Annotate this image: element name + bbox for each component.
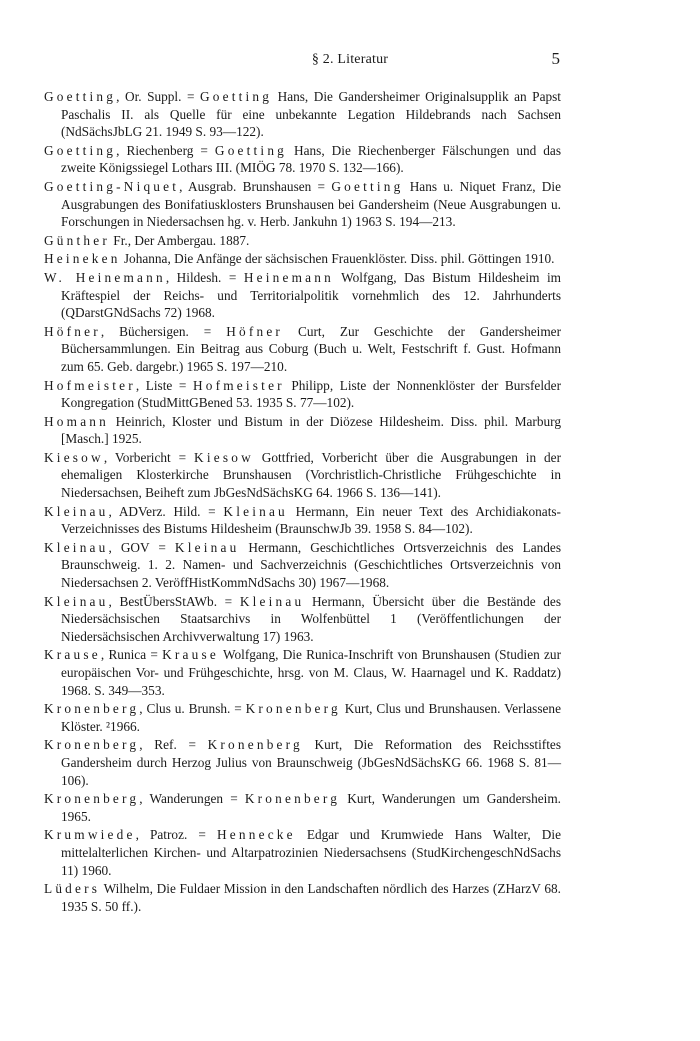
entry-author: Heinemann — [243, 269, 334, 285]
entry-short-title: , Clus u. Brunsh. = — [139, 701, 246, 717]
entry-key: Krause — [44, 647, 101, 663]
entry-key: Goetting — [44, 142, 117, 158]
entry-author: Kronenberg — [207, 737, 303, 753]
entry-body: Hans, Die Riechenberger Fälschungen und das zweite Königssiegel Lothars III. (MIÖG 78. 1970 S. 132—166). — [61, 142, 561, 176]
entry-body: Hans u. Niquet Franz, Die Ausgrabungen des Bonifatiusklosters Brunshausen bei Gandersheim (Neue Ausgrabungen u. Forschungen in Niedersachsen hg. v. Herb. Jankuhn 1) 1963 S. 194—213. — [61, 178, 561, 230]
entry-key: Kiesow — [44, 449, 104, 465]
bibliography-entry — [44, 539, 561, 592]
entry-short-title: , Liste = — [135, 377, 193, 393]
entry-short-title: , Vorbericht = — [103, 449, 195, 465]
entry-body: Wolfgang, Die Runica-Inschrift von Brunshausen (Studien zur europäischen Vor- und Frühgeschichte, hrsg. von M. Claus, W. Haarnagel und K. Raddatz) 1968. S. 349—353. — [61, 647, 561, 698]
bibliography-entry — [44, 503, 561, 538]
entry-short-title: Wilhelm, Die Fuldaer Mission in den Landschaften nördlich des Harzes (ZHarzV 68. 1935 S. 50 ff.). — [61, 881, 561, 914]
entry-key: Hofmeister — [44, 377, 136, 393]
entry-body: Kurt, Die Reformation des Reichsstiftes Gandersheim durch Herzog Julius von Braunschweig (JbGesNdSächsKG 66. 1968 S. 81—106). — [61, 737, 561, 788]
entry-author: Kleinau — [223, 503, 288, 519]
entry-author: Goetting — [214, 142, 288, 158]
bibliography-entry — [44, 736, 561, 789]
entry-author: Kronenberg — [244, 791, 341, 807]
entry-key: Lüders — [44, 881, 101, 897]
bibliography-entry — [44, 449, 561, 502]
entry-key: Kronenberg — [44, 791, 140, 807]
bibliography-entry — [44, 413, 561, 448]
entry-author: Hofmeister — [192, 377, 285, 393]
entry-short-title: , Büchersigen. = — [100, 323, 227, 339]
entry-body: Gottfried, Vorbericht über die Ausgrabungen in der ehemaligen Klosterkirche Brunshausen (Vorchristlich-Christliche Frühgeschichte in Niedersachsen, Beiheft zum JbGesNdSächsKG 64. 1966 S. 136—141). — [61, 449, 562, 501]
entry-short-title: , Riechenberg = — [116, 142, 215, 158]
entry-body: Hermann, Ein neuer Text des Archidiakonats-Verzeichnisses des Bistums Hildesheim (BraunschwJb 39. 1958 S. 84—102). — [61, 503, 561, 537]
bibliography-list — [44, 88, 561, 916]
bibliography-entry — [44, 593, 561, 646]
entry-key: Günther — [44, 232, 110, 248]
entry-author: Krause — [162, 647, 219, 663]
entry-body: Philipp, Liste der Nonnenklöster der Bursfelder Kongregation (StudMittGBened 53. 1935 S. 77—102). — [61, 377, 561, 411]
bibliography-entry — [44, 250, 561, 268]
entry-author: Goetting — [331, 178, 404, 194]
bibliography-entry — [44, 377, 561, 412]
entry-author: Hennecke — [217, 827, 296, 843]
entry-body: Hans, Die Gandersheimer Originalsupplik an Papst Paschalis II. als Quelle für eine unbekannte Legation Hildebrands nach Sachsen (NdSächsJbLG 21. 1949 S. 93—122). — [61, 89, 561, 140]
entry-key: W. Heinemann — [44, 269, 166, 285]
bibliography-entry — [44, 646, 561, 699]
bibliography-entry — [44, 790, 561, 825]
entry-body: Curt, Zur Geschichte der Gandersheimer Büchersammlungen. Ein Beitrag aus Coburg (Buch u. Welt, Festschrift f. Gust. Hofmann zum 65. Geb. dargebr.) 1965 S. 197—210. — [61, 323, 561, 374]
bibliography-entry — [44, 323, 561, 376]
entry-body: Wolfgang, Das Bistum Hildesheim im Kräftespiel der Reichs- und Territorialpolitik vornehmlich des 12. Jahrhunderts (QDarstGNdSachs 72) 1968. — [61, 269, 561, 321]
entry-short-title: , Wanderungen = — [139, 791, 245, 807]
entry-body: Hermann, Übersicht über die Bestände des Niedersächsischen Staatsarchivs in Wolfenbüttel 1 (Veröffentlichungen der Niedersächsischen Archivverwaltung 17) 1963. — [61, 593, 562, 644]
bibliography-entry — [44, 178, 561, 231]
entry-body: Edgar und Krumwiede Hans Walter, Die mittelalterlichen Kirchen- und Altarpatrozinien Niedersachsens (StudKirchengeschNdSachs 11) 1960. — [61, 827, 562, 878]
entry-body: Kurt, Wanderungen um Gandersheim. 1965. — [61, 791, 561, 824]
entry-short-title: , BestÜbersStAWb. = — [108, 593, 240, 609]
entry-short-title: , Ausgrab. Brunshausen = — [179, 178, 332, 194]
bibliography-entry — [44, 700, 561, 735]
entry-body: Hermann, Geschichtliches Ortsverzeichnis des Landes Braunschweig. 1. 2. Namen- und Sachverzeichnis (Geschichtliches Ortsverzeichnis von Niedersachsen 2. VeröffHistKommNdSachs 30) 1967—1968. — [61, 539, 561, 591]
entry-short-title: Heinrich, Kloster und Bistum in der Diözese Hildesheim. Diss. phil. Marburg [Masch.] 1925. — [61, 413, 561, 447]
entry-key: Goetting — [44, 89, 117, 104]
bibliography-entry — [44, 142, 561, 177]
entry-key: Kleinau — [44, 593, 109, 609]
bibliography-entry — [44, 826, 561, 879]
entry-body: Kurt, Clus und Brunshausen. Verlassene Klöster. ²1966. — [61, 701, 561, 734]
entry-key: Heineken — [44, 251, 121, 267]
entry-key: Kronenberg — [44, 737, 140, 753]
entry-short-title: , Hildesh. = — [165, 269, 244, 285]
entry-short-title: , Patroz. = — [135, 827, 217, 843]
entry-author: Kleinau — [239, 593, 305, 609]
entry-key: Kleinau — [44, 539, 109, 555]
entry-short-title: Fr., Der Ambergau. 1887. — [109, 232, 250, 248]
running-title: § 2. Literatur — [311, 52, 389, 67]
bibliography-entry — [44, 232, 561, 250]
page-number: 5 — [551, 49, 560, 68]
entry-author: Kleinau — [174, 539, 240, 555]
entry-key: Krumwiede — [44, 827, 136, 843]
bibliography-entry — [44, 880, 561, 915]
entry-author: Höfner — [226, 323, 284, 339]
entry-short-title: , GOV = — [108, 539, 175, 555]
entry-key: Höfner — [44, 323, 101, 339]
entry-key: Kronenberg — [44, 701, 140, 717]
bibliography-entry — [44, 88, 561, 141]
entry-author: Kiesow — [194, 449, 254, 465]
entry-key: Kleinau — [44, 503, 109, 519]
bibliography-entry — [44, 269, 561, 322]
entry-key: Homann — [44, 413, 109, 429]
entry-short-title: , Runica = — [100, 647, 163, 663]
entry-key: Goetting-Niquet — [44, 178, 180, 194]
entry-short-title: , Ref. = — [139, 737, 208, 753]
entry-author: Goetting — [199, 89, 273, 104]
entry-author: Kronenberg — [245, 701, 341, 717]
entry-short-title: , Or. Suppl. = — [116, 89, 200, 104]
entry-short-title: , ADVerz. Hild. = — [108, 503, 224, 519]
entry-short-title: Johanna, Die Anfänge der sächsischen Frauenklöster. Diss. phil. Göttingen 1910. — [120, 251, 555, 267]
